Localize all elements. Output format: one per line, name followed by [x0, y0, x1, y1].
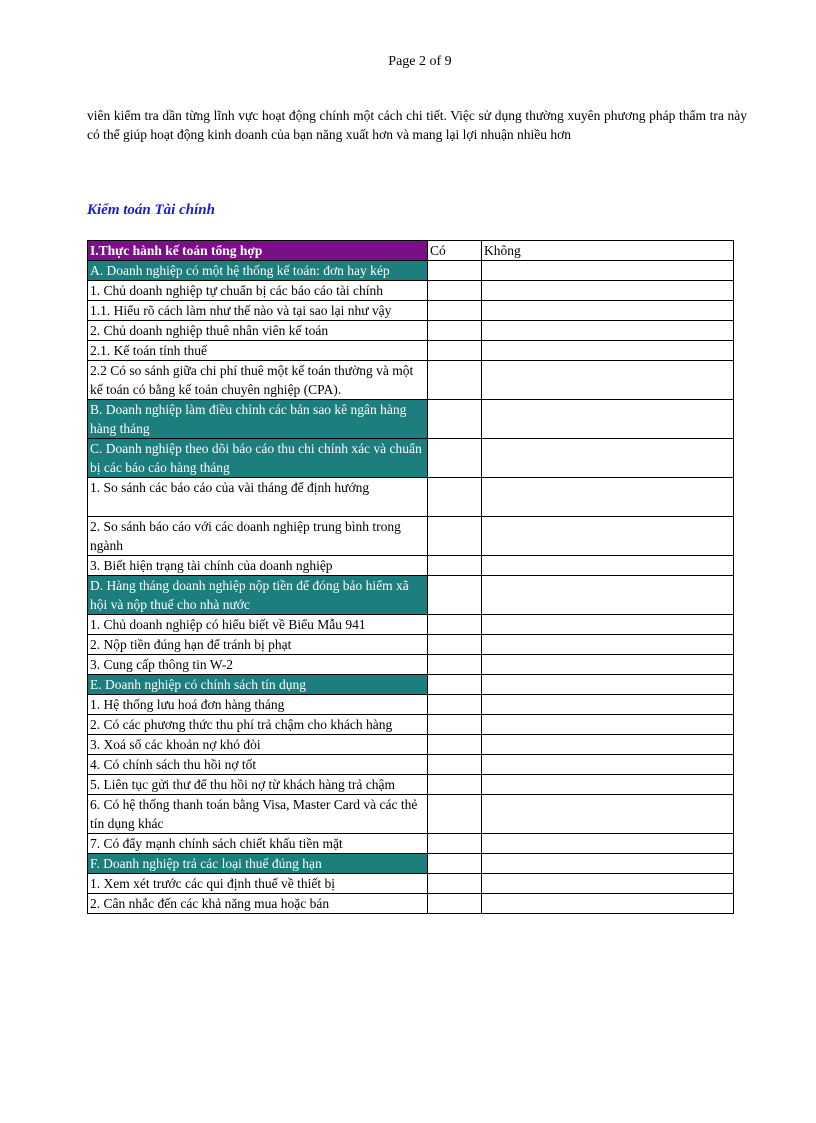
item-label-cell: 2. Cân nhắc đến các khả năng mua hoặc bán [88, 894, 428, 914]
yes-checkbox-cell[interactable] [428, 301, 482, 321]
table-row [88, 755, 734, 775]
section-group-row [88, 576, 734, 615]
no-checkbox-cell[interactable] [482, 400, 734, 439]
table-row [88, 478, 734, 517]
no-checkbox-cell[interactable] [482, 321, 734, 341]
yes-checkbox-cell[interactable] [428, 655, 482, 675]
table-row [88, 775, 734, 795]
yes-checkbox-cell[interactable] [428, 341, 482, 361]
group-label-cell: A. Doanh nghiệp có một hệ thống kế toán: đơn hay kép [88, 261, 428, 281]
yes-checkbox-cell[interactable] [428, 854, 482, 874]
yes-checkbox-cell[interactable] [428, 556, 482, 576]
section-title: Kiểm toán Tài chính [87, 202, 215, 218]
section-group-row [88, 854, 734, 874]
yes-checkbox-cell[interactable] [428, 635, 482, 655]
no-checkbox-cell[interactable] [482, 874, 734, 894]
page-header: Page 2 of 9 [388, 54, 452, 69]
table-row [88, 635, 734, 655]
yes-checkbox-cell[interactable] [428, 281, 482, 301]
no-checkbox-cell[interactable] [482, 478, 734, 517]
no-checkbox-cell[interactable] [482, 735, 734, 755]
table-row [88, 715, 734, 735]
table-row [88, 361, 734, 400]
item-label-cell: 1. Hệ thống lưu hoá đơn hàng tháng [88, 695, 428, 715]
table-row [88, 695, 734, 715]
item-label-cell: 2.2 Có so sánh giữa chi phí thuê một kế toán thường và một kế toán có bằng kế toán chuyên nghiệp (CPA). [88, 361, 428, 400]
item-label-cell: 7. Có đẩy mạnh chính sách chiết khấu tiền mặt [88, 834, 428, 854]
table-row [88, 894, 734, 914]
table-row [88, 301, 734, 321]
yes-checkbox-cell[interactable] [428, 478, 482, 517]
yes-checkbox-cell[interactable] [428, 795, 482, 834]
yes-checkbox-cell[interactable] [428, 400, 482, 439]
no-checkbox-cell[interactable] [482, 755, 734, 775]
no-checkbox-cell[interactable] [482, 894, 734, 914]
no-checkbox-cell[interactable] [482, 261, 734, 281]
item-label-cell: 2. Nộp tiền đúng hạn để tránh bị phạt [88, 635, 428, 655]
no-checkbox-cell[interactable] [482, 281, 734, 301]
yes-checkbox-cell[interactable] [428, 894, 482, 914]
no-checkbox-cell[interactable] [482, 834, 734, 854]
section-group-row [88, 675, 734, 695]
table-row [88, 615, 734, 635]
yes-checkbox-cell[interactable] [428, 775, 482, 795]
item-label-cell: 1.1. Hiểu rõ cách làm như thế nào và tại sao lại như vậy [88, 301, 428, 321]
table-row [88, 341, 734, 361]
section-group-row [88, 400, 734, 439]
header-yes-cell: Có [428, 241, 482, 261]
yes-checkbox-cell[interactable] [428, 615, 482, 635]
no-checkbox-cell[interactable] [482, 635, 734, 655]
item-label-cell: 2. So sánh báo cáo với các doanh nghiệp trung bình trong ngành [88, 517, 428, 556]
audit-checklist-table [87, 240, 734, 914]
yes-checkbox-cell[interactable] [428, 439, 482, 478]
group-label-cell: B. Doanh nghiệp làm điều chỉnh các bản sao kê ngân hàng hàng tháng [88, 400, 428, 439]
table-header-row [88, 241, 734, 261]
group-label-cell: C. Doanh nghiệp theo dõi báo cáo thu chi chính xác và chuẩn bị các báo cáo hàng tháng [88, 439, 428, 478]
yes-checkbox-cell[interactable] [428, 755, 482, 775]
yes-checkbox-cell[interactable] [428, 834, 482, 854]
no-checkbox-cell[interactable] [482, 854, 734, 874]
yes-checkbox-cell[interactable] [428, 517, 482, 556]
no-checkbox-cell[interactable] [482, 517, 734, 556]
no-checkbox-cell[interactable] [482, 655, 734, 675]
item-label-cell: 6. Có hệ thống thanh toán bằng Visa, Master Card và các thẻ tín dụng khác [88, 795, 428, 834]
yes-checkbox-cell[interactable] [428, 361, 482, 400]
item-label-cell: 3. Cung cấp thông tin W-2 [88, 655, 428, 675]
no-checkbox-cell[interactable] [482, 556, 734, 576]
no-checkbox-cell[interactable] [482, 361, 734, 400]
table-row [88, 834, 734, 854]
table-row [88, 795, 734, 834]
group-label-cell: E. Doanh nghiệp có chính sách tín dụng [88, 675, 428, 695]
table-row [88, 321, 734, 341]
item-label-cell: 5. Liên tục gửi thư để thu hồi nợ từ khách hàng trả chậm [88, 775, 428, 795]
no-checkbox-cell[interactable] [482, 695, 734, 715]
header-no-cell: Không [482, 241, 734, 261]
no-checkbox-cell[interactable] [482, 775, 734, 795]
no-checkbox-cell[interactable] [482, 615, 734, 635]
item-label-cell: 1. Xem xét trước các qui định thuế về thiết bị [88, 874, 428, 894]
item-label-cell: 1. Chủ doanh nghiệp tự chuẩn bị các báo cáo tài chính [88, 281, 428, 301]
table-row [88, 281, 734, 301]
table-row [88, 556, 734, 576]
item-label-cell: 2. Có các phương thức thu phí trả chậm cho khách hàng [88, 715, 428, 735]
no-checkbox-cell[interactable] [482, 715, 734, 735]
no-checkbox-cell[interactable] [482, 675, 734, 695]
no-checkbox-cell[interactable] [482, 301, 734, 321]
group-label-cell: F. Doanh nghiệp trả các loại thuế đúng hạn [88, 854, 428, 874]
yes-checkbox-cell[interactable] [428, 576, 482, 615]
table-row [88, 655, 734, 675]
item-label-cell: 4. Có chính sách thu hồi nợ tốt [88, 755, 428, 775]
section-group-row [88, 261, 734, 281]
table-row [88, 735, 734, 755]
yes-checkbox-cell[interactable] [428, 675, 482, 695]
yes-checkbox-cell[interactable] [428, 695, 482, 715]
table-row [88, 874, 734, 894]
yes-checkbox-cell[interactable] [428, 261, 482, 281]
no-checkbox-cell[interactable] [482, 576, 734, 615]
no-checkbox-cell[interactable] [482, 795, 734, 834]
group-label-cell: D. Hàng tháng doanh nghiệp nộp tiền để đóng bảo hiểm xã hội và nộp thuế cho nhà nước [88, 576, 428, 615]
no-checkbox-cell[interactable] [482, 341, 734, 361]
header-item-cell: I.Thực hành kế toán tổng hợp [88, 241, 428, 261]
item-label-cell: 1. So sánh các báo cáo của vài tháng để định hướng [88, 478, 428, 517]
item-label-cell: 2.1. Kế toán tính thuế [88, 341, 428, 361]
yes-checkbox-cell[interactable] [428, 874, 482, 894]
yes-checkbox-cell[interactable] [428, 735, 482, 755]
item-label-cell: 1. Chủ doanh nghiệp có hiểu biết về Biểu Mẫu 941 [88, 615, 428, 635]
section-group-row [88, 439, 734, 478]
yes-checkbox-cell[interactable] [428, 321, 482, 341]
item-label-cell: 2. Chủ doanh nghiệp thuê nhân viên kế toán [88, 321, 428, 341]
item-label-cell: 3. Biết hiện trạng tài chính của doanh nghiệp [88, 556, 428, 576]
item-label-cell: 3. Xoá sổ các khoản nợ khó đòi [88, 735, 428, 755]
yes-checkbox-cell[interactable] [428, 715, 482, 735]
table-row [88, 517, 734, 556]
no-checkbox-cell[interactable] [482, 439, 734, 478]
intro-paragraph: viên kiểm tra dần từng lĩnh vực hoạt động chính một cách chi tiết. Việc sử dụng thường xuyên phương pháp thẩm tra này có thể giúp hoạt động kinh doanh của bạn năng xuất hơn và mang lại lợi nhuận nhiều hơn [87, 108, 747, 142]
